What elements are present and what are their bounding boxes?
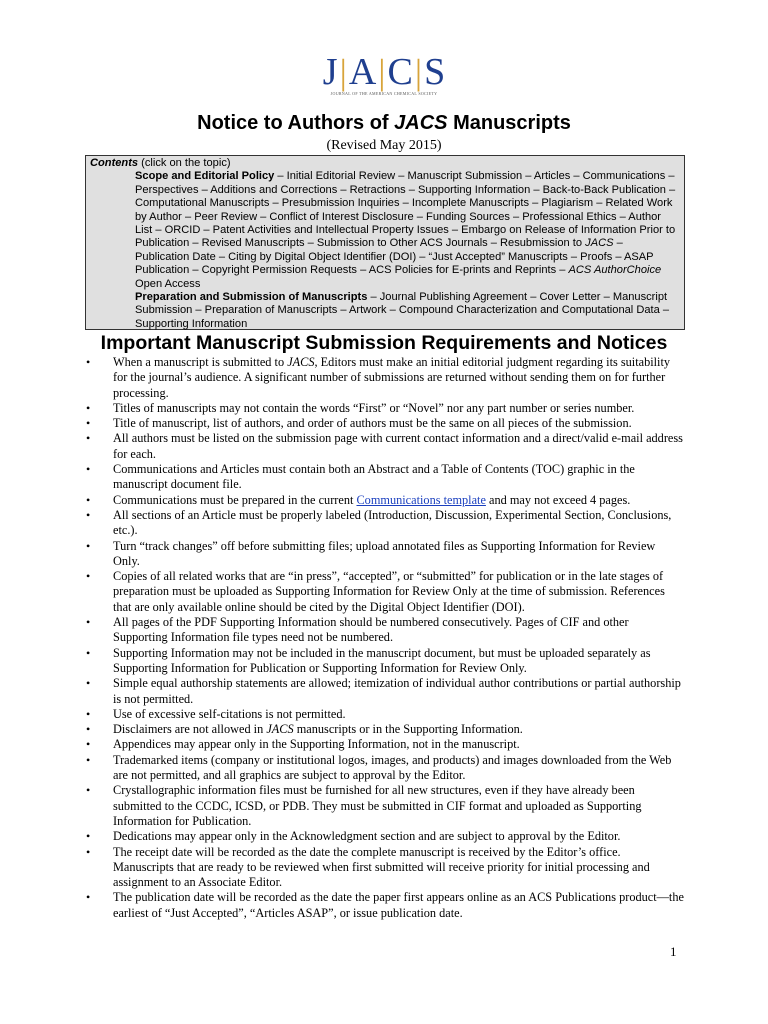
- contents-box: [85, 155, 685, 330]
- list-item: • Use of excessive self-citations is not permitted.: [86, 707, 684, 722]
- page-title: Notice to Authors of JACS Manuscripts: [197, 112, 571, 134]
- list-item: • All authors must be listed on the submission page with current contact information and a direct/valid e-mail address for each.: [86, 431, 684, 462]
- list-item: • Simple equal authorship statements are allowed; itemization of individual author contributions or partial authorship is not permitted.: [86, 676, 684, 707]
- logo-letter-j: J: [322, 51, 338, 93]
- section-heading: Important Manuscript Submission Requirements and Notices: [100, 332, 668, 354]
- logo-letter-c: C: [387, 51, 413, 93]
- list-item: • All pages of the PDF Supporting Information should be numbered consecutively. Pages of CIF and other Supporting Information file types need not be numbered.: [86, 615, 684, 646]
- logo-letter-a: A: [348, 51, 377, 93]
- logo-letters: J|A|C|S: [322, 51, 446, 93]
- list-item: • Crystallographic information files must be furnished for all new structures, even if they have already been submitted to the CCDC, ICSD, or PDB. They must be submitted in CIF format and uploaded as Supporting Information for Publication.: [86, 783, 684, 829]
- list-item: • Trademarked items (company or institutional logos, images, and products) and images downloaded from the Web are not permitted, and all graphics are subject to approval by the Editor.: [86, 753, 684, 784]
- requirements-list: [86, 355, 684, 921]
- communications-template-link[interactable]: Communications template: [356, 492, 486, 507]
- list-item: • Titles of manuscripts may not contain the words “First” or “Novel” nor any part number or series number.: [86, 401, 684, 416]
- list-item: • Supporting Information may not be included in the manuscript document, but must be uploaded separately as Supporting Information for Publication or Supporting Information for Review Only.: [86, 646, 684, 677]
- contents-section-preparation[interactable]: Preparation and Submission of Manuscripts – Journal Publishing Agreement – Cover Letter – Manuscript Submission – Preparation of Manuscripts – Artwork – Compound Characterization and Computational Data – Supporting Information: [135, 291, 670, 330]
- page-number: 1: [670, 944, 677, 959]
- contents-topics: [90, 170, 678, 331]
- list-item: • Turn “track changes” off before submitting files; upload annotated files as Supporting Information for Review Only.: [86, 539, 684, 570]
- logo-subtitle: JOURNAL OF THE AMERICAN CHEMICAL SOCIETY: [330, 91, 438, 96]
- contents-header: Contents (click on the topic): [90, 157, 231, 169]
- list-item: • Communications and Articles must contain both an Abstract and a Table of Contents (TOC) graphic in the manuscript document file.: [86, 462, 684, 493]
- list-item: • When a manuscript is submitted to JACS, Editors must make an initial editorial judgment regarding its suitability for the journal’s audience. A significant number of submissions are returned without sending them on for further processing.: [86, 355, 684, 401]
- jacs-logo: [300, 51, 468, 102]
- list-item: • All sections of an Article must be properly labeled (Introduction, Discussion, Experimental Section, Conclusions, etc.).: [86, 508, 684, 539]
- list-item: • Appendices may appear only in the Supporting Information, not in the manuscript.: [86, 737, 684, 752]
- list-item: • Communications must be prepared in the current Communications template and may not exceed 4 pages.: [86, 493, 684, 508]
- logo-letter-s: S: [424, 51, 446, 93]
- contents-section-scope[interactable]: Scope and Editorial Policy – Initial Editorial Review – Manuscript Submission – Articles – Communications – Perspectives – Additions and Corrections – Retractions – Supporting Information – Back-to-Back Publication – Computational Manuscripts – Presubmission Inquiries – Incomplete Manuscripts – Plagiarism – Related Work by Author – Peer Review – Conflict of Interest Disclosure – Funding Sources – Professional Ethics – Author List – ORCID – Patent Activities and Intellectual Property Issues – Embargo on Release of Information Prior to Publication – Revised Manuscripts – Submission to Other ACS Journals – Resubmission to JACS – Publication Date – Citing by Digital Object Identifier (DOI) – “Just Accepted” Manuscripts – Proofs – ASAP Publication – Copyright Permission Requests – ACS Policies for E-prints and Reprints – ACS AuthorChoice Open Access: [135, 170, 676, 290]
- revision-date: (Revised May 2015): [326, 138, 442, 153]
- list-item: • Copies of all related works that are “in press”, “accepted”, or “submitted” for publication or in the late stages of preparation must be uploaded as Supporting Information for Review Only at the time of submission. References that are only available online should be cited by the Digital Object Identifier (DOI).: [86, 569, 684, 615]
- list-item: • Disclaimers are not allowed in JACS manuscripts or in the Supporting Information.: [86, 722, 684, 737]
- list-item: • The receipt date will be recorded as the date the complete manuscript is received by the Editor’s office. Manuscripts that are ready to be reviewed when first submitted will receive priority for initial processing and assignment to an Associate Editor.: [86, 845, 684, 891]
- list-item: • The publication date will be recorded as the date the paper first appears online as an ACS Publications product—the earliest of “Just Accepted”, “Articles ASAP”, or issue publication date.: [86, 890, 684, 921]
- list-item: • Title of manuscript, list of authors, and order of authors must be the same on all pieces of the submission.: [86, 416, 684, 431]
- list-item: • Dedications may appear only in the Acknowledgment section and are subject to approval by the Editor.: [86, 829, 684, 844]
